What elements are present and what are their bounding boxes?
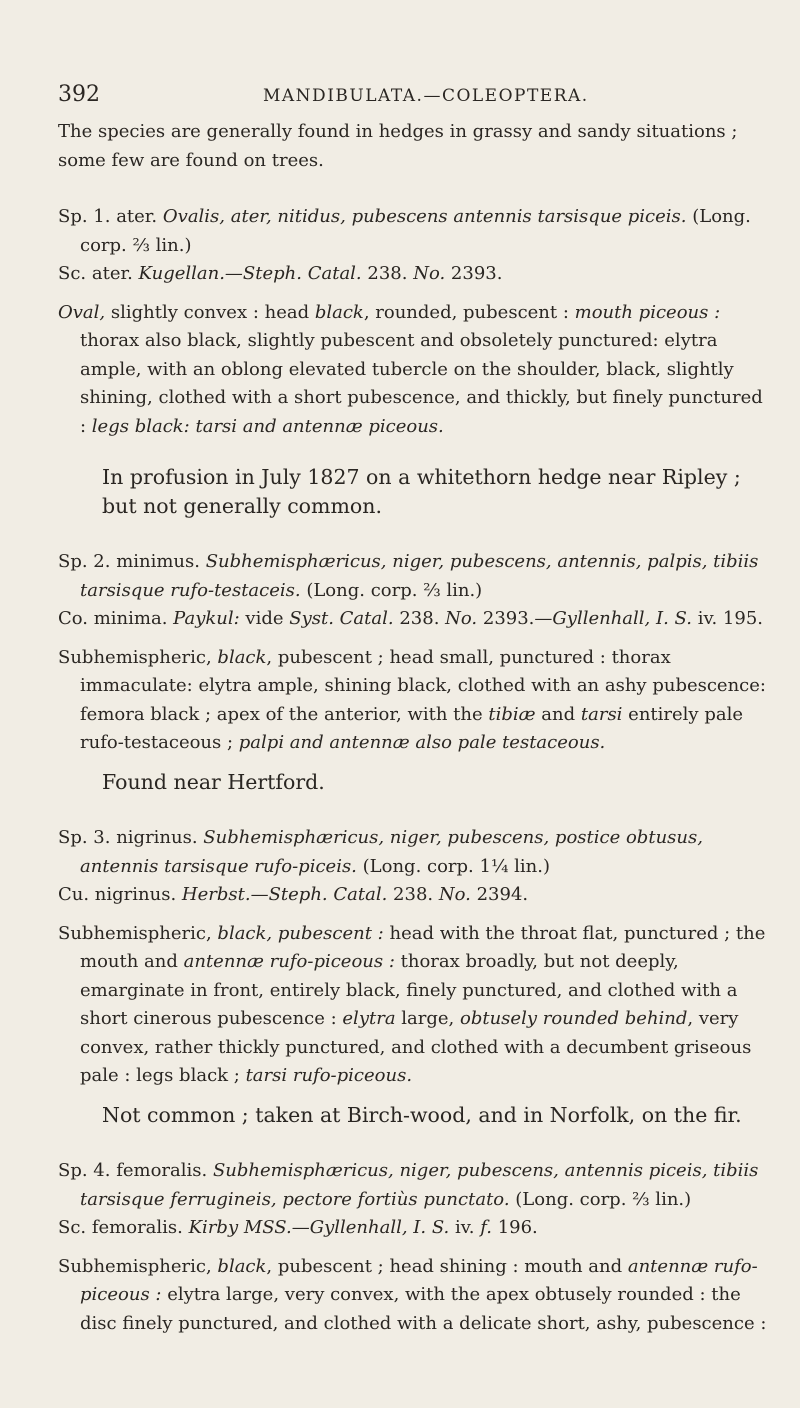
italic-text: No. xyxy=(413,263,446,284)
species-description xyxy=(58,920,768,1091)
italic-text: tibiæ xyxy=(488,703,536,725)
roman-text: The species are generally found in hedges in grassy and sandy situations ; some few are found on trees. xyxy=(58,121,738,171)
italic-text: Kirby MSS.—Gyllenhall, I. S. xyxy=(188,1217,450,1238)
roman-text: 238. xyxy=(393,608,446,629)
italic-text: antennæ rufo-piceous : xyxy=(183,951,395,972)
roman-text: (Long. corp. ⅔ lin.) xyxy=(509,1188,692,1210)
species-synonym xyxy=(58,1214,768,1243)
italic-text: black xyxy=(217,1255,267,1277)
roman-text: Subhemispheric, xyxy=(58,1255,218,1277)
intro-paragraph xyxy=(58,118,768,175)
roman-text: Cu. nigrinus. xyxy=(58,884,182,905)
roman-text: , pubescent ; head shining : mouth and xyxy=(266,1255,628,1277)
roman-text: head with the throat flat, punctured ; the mouth and xyxy=(80,922,766,972)
italic-text: tarsi xyxy=(580,703,623,725)
species-synonym xyxy=(58,881,768,910)
roman-text: , rounded, pubescent : xyxy=(363,301,575,323)
roman-text: large, xyxy=(395,1008,460,1029)
italic-text: obtusely rounded behind xyxy=(460,1008,688,1029)
roman-text: elytra large, very convex, with the apex obtusely rounded : the disc finely punctured, and clothed with a delicate short, ashy, pubescence : xyxy=(80,1284,767,1334)
italic-text: elytra xyxy=(342,1008,396,1029)
species-locality xyxy=(58,463,768,520)
roman-text: 238. xyxy=(387,884,439,905)
roman-text: Sc. ater. xyxy=(58,263,139,284)
roman-text: Sp. 4. femoralis. xyxy=(58,1160,213,1181)
roman-text: (Long. corp. ⅔ lin.) xyxy=(80,206,751,256)
species-locality xyxy=(58,1101,768,1130)
roman-text: 2394. xyxy=(470,884,529,905)
italic-text: black, pubescent : xyxy=(217,922,384,944)
italic-text: legs black: tarsi and antennæ piceous. xyxy=(91,415,444,437)
italic-text: Ovalis, ater, nitidus, pubescens antennis tarsisque piceis. xyxy=(162,206,687,227)
italic-text: tarsi rufo-piceous. xyxy=(245,1065,413,1086)
italic-text: Herbst.—Steph. Catal. xyxy=(181,884,388,905)
italic-text: f. xyxy=(480,1217,492,1238)
italic-text: No. xyxy=(445,608,478,629)
roman-text: Sc. femoralis. xyxy=(58,1217,189,1238)
roman-text: Sp. 1. ater. xyxy=(58,206,163,227)
italic-text: Oval, xyxy=(58,301,106,323)
species-locality xyxy=(58,768,768,797)
roman-text: 238. xyxy=(361,263,414,284)
roman-text: Found near Hertford. xyxy=(102,769,325,794)
italic-text: Subhemisphæricus, niger, pubescens, antennis piceis, tibiis tarsisque ferrugineis, pectore fortiùs punctato. xyxy=(80,1160,759,1210)
italic-text: black xyxy=(217,646,267,668)
roman-text: iv. xyxy=(449,1217,481,1238)
page-number: 392 xyxy=(58,82,100,107)
roman-text: thorax broadly, but not deeply, emarginate in front, entirely black, finely punctured, and clothed with a short cinerous pubescence : xyxy=(80,951,738,1029)
roman-text: , pubescent ; head small, punctured : thorax immaculate: elytra ample, shining black, clothed with an ashy pubescence: femora black ; apex of the anterior, with the xyxy=(80,646,766,725)
roman-text: 2393. xyxy=(445,263,503,284)
roman-text: vide xyxy=(239,608,290,629)
italic-text: Gyllenhall, I. S. xyxy=(552,608,692,629)
species-heading xyxy=(58,548,768,605)
roman-text: , very convex, rather thickly punctured, and clothed with a decumbent griseous pale : legs black ; xyxy=(80,1008,752,1086)
italic-text: Subhemisphæricus, niger, pubescens, antennis, palpis, tibiis tarsisque rufo-testaceis. xyxy=(80,551,759,601)
roman-text: (Long. corp. 1¼ lin.) xyxy=(356,855,550,877)
roman-text: Subhemispheric, xyxy=(58,646,218,668)
roman-text: Subhemispheric, xyxy=(58,922,218,944)
species-description xyxy=(58,299,768,442)
roman-text: Sp. 2. minimus. xyxy=(58,551,206,572)
italic-text: antennæ rufo-piceous : xyxy=(80,1255,758,1305)
species-description xyxy=(58,644,768,758)
roman-text: 2393.— xyxy=(477,608,553,629)
roman-text: Sp. 3. nigrinus. xyxy=(58,827,204,848)
roman-text: Co. minima. xyxy=(58,608,174,629)
italic-text: Kugellan.—Steph. Catal. xyxy=(138,263,362,284)
italic-text: Subhemisphæricus, niger, pubescens, postice obtusus, antennis tarsisque rufo-piceis. xyxy=(80,827,703,877)
species-synonym xyxy=(58,605,768,634)
roman-text: entirely pale rufo-testaceous ; xyxy=(80,703,743,753)
roman-text: thorax also black, slightly pubescent and obsoletely punctured: elytra ample, with an oblong elevated tubercle on the shoulder, black, slightly shining, clothed with a short pubescence, and thickly, but finely punctured : xyxy=(80,330,763,437)
roman-text: (Long. corp. ⅔ lin.) xyxy=(300,579,483,601)
species-heading xyxy=(58,1157,768,1214)
species-synonym xyxy=(58,260,768,289)
roman-text: iv. 195. xyxy=(691,608,764,629)
roman-text: and xyxy=(535,703,581,725)
page-header xyxy=(58,82,758,107)
species-description xyxy=(58,1253,768,1339)
italic-text: palpi and antennæ also pale testaceous. xyxy=(238,732,606,753)
page-body xyxy=(58,118,768,1338)
roman-text: slightly convex : head xyxy=(105,301,315,323)
species-heading xyxy=(58,824,768,881)
species-heading xyxy=(58,203,768,260)
italic-text: mouth piceous : xyxy=(574,301,721,323)
roman-text: 196. xyxy=(491,1217,538,1238)
roman-text: Not common ; taken at Birch-wood, and in Norfolk, on the fir. xyxy=(102,1102,742,1127)
running-title: MANDIBULATA.—COLEOPTERA. xyxy=(263,86,589,106)
italic-text: Syst. Catal. xyxy=(289,608,394,629)
italic-text: Paykul: xyxy=(173,608,240,629)
italic-text: black xyxy=(314,301,364,323)
roman-text: In profusion in July 1827 on a whitethorn hedge near Ripley ; but not generally common. xyxy=(102,465,741,518)
italic-text: No. xyxy=(438,884,471,905)
